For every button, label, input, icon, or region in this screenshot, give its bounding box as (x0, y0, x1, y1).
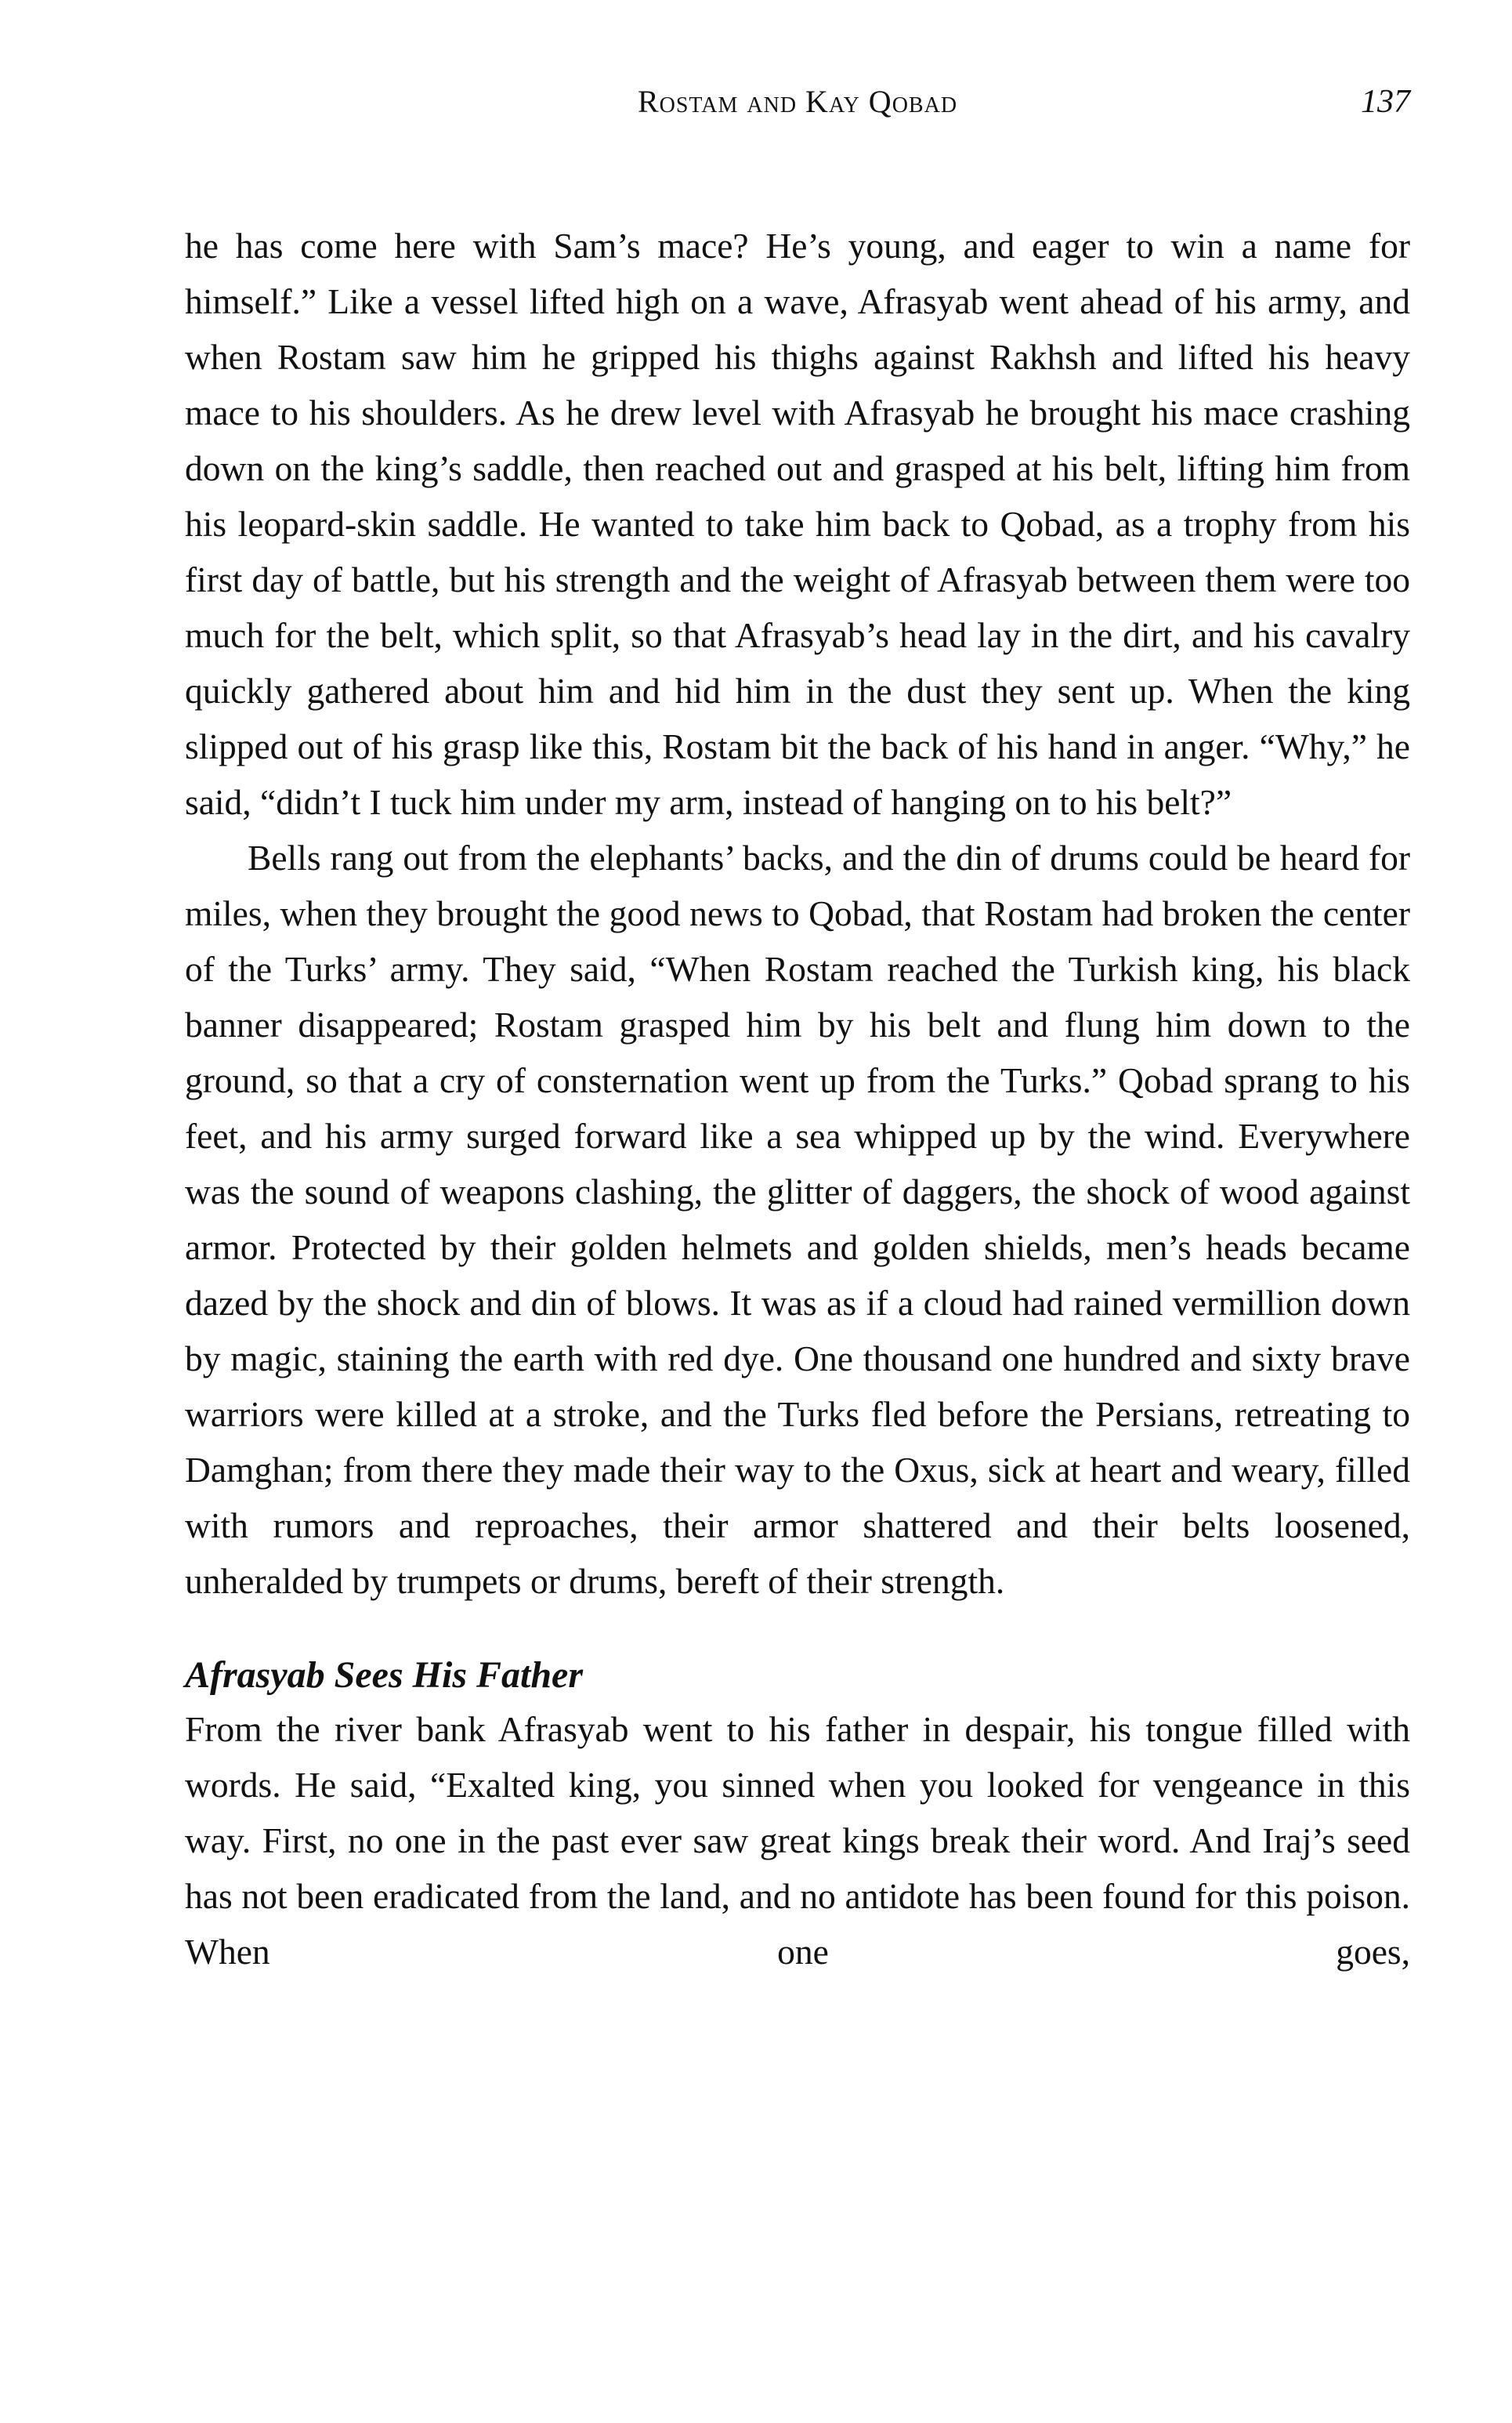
running-head: Rostam and Kay Qobad (637, 84, 958, 119)
section-paragraph: From the river bank Afrasyab went to his father in despair, his tongue filled with words. He said, “Exalted king, you sinned when you looked for vengeance in this way. First, no one in the past ever saw great kings break their word. And Iraj’s seed has not been eradicated from the land, and no antidote has been found for this poison. When one goes, (185, 1709, 1410, 1972)
page-body (185, 218, 1410, 1979)
paragraph: Bells rang out from the elephants’ backs, and the din of drums could be heard for miles, when they brought the good news to Qobad, that Rostam had broken the center of the Turks’ army. They said, “When Rostam reached the Turkish king, his black banner disappeared; Rostam grasped him by his belt and flung him down to the ground, so that a cry of consternation went up from the Turks.” Qobad sprang to his feet, and his army surged forward like a sea whipped up by the wind. Everywhere was the sound of weapons clashing, the glitter of daggers, the shock of wood against armor. Protected by their golden helmets and golden shields, men’s heads became dazed by the shock and din of blows. It was as if a cloud had rained vermillion down by magic, staining the earth with red dye. One thousand one hundred and sixty brave warriors were killed at a stroke, and the Turks fled before the Persians, retreating to Damghan; from there they made their way to the Oxus, sick at heart and weary, filled with rumors and reproaches, their armor shattered and their belts loosened, unheralded by trumpets or drums, bereft of their strength. (185, 838, 1410, 1601)
page-number: 137 (1361, 84, 1410, 120)
page-header (185, 78, 1410, 125)
paragraph-continued: he has come here with Sam’s mace? He’s young, and eager to win a name for himself.” Like a vessel lifted high on a wave, Afrasyab went ahead of his army, and when Rostam saw him he gripped his thighs against Rakhsh and lifted his heavy mace to his shoulders. As he drew level with Afrasyab he brought his mace crashing down on the king’s saddle, then reached out and grasped at his belt, lifting him from his leopard-skin saddle. He wanted to take him back to Qobad, as a trophy from his first day of battle, but his strength and the weight of Afrasyab between them were too much for the belt, which split, so that Afrasyab’s head lay in the dirt, and his cavalry quickly gathered about him and hid him in the dust they sent up. When the king slipped out of his grasp like this, Rostam bit the back of his hand in anger. “Why,” he said, “didn’t I tuck him under my arm, instead of hanging on to his belt?” (185, 226, 1410, 822)
section-heading: Afrasyab Sees His Father (185, 1654, 584, 1696)
